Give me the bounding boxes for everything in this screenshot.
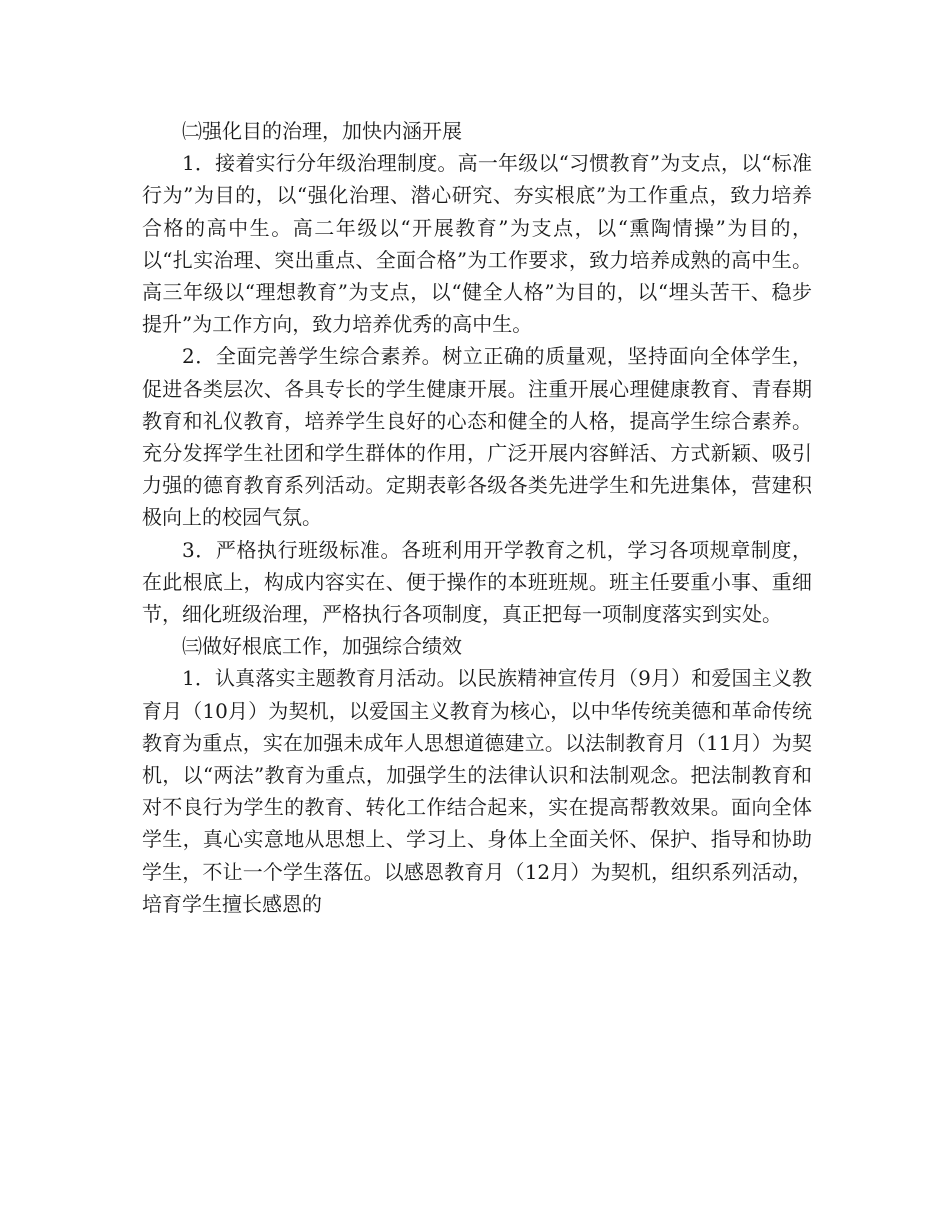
paragraph-grade-management: 1．接着实行分年级治理制度。高一年级以“习惯教育”为支点，以“标准行为”为目的，以“强化治理、潜心研究、夯实根底”为工作重点，致力培养合格的高中生。高二年级以“开展教育”为支点，以“熏陶情操”为目的，以“扎实治理、突出重点、全面合格”为工作要求，致力培养成熟的高中生。高三年级以“理想教育”为支点，以“健全人格”为目的，以“埋头苦干、稳步提升”为工作方向，致力培养优秀的高中生。 [142,151,812,337]
section-heading-3: ㈢做好根底工作，加强综合绩效 [182,634,462,659]
document-body [142,115,812,920]
section-heading-2: ㈡强化目的治理，加快内涵开展 [182,119,462,143]
paragraph-theme-education-month: 1．认真落实主题教育月活动。以民族精神宣传月（9月）和爱国主义教育月（10月）为契机，以爱国主义教育为核心，以中华传统美德和革命传统教育为重点，实在加强未成年人思想道德建立。以法制教育月（11月）为契机，以“两法”教育为重点，加强学生的法律认识和法制观念。把法制教育和对不良行为学生的教育、转化工作结合起来，实在提高帮教效果。面向全体学生，真心实意地从思想上、学习上、身体上全面关怀、保护、指导和协助学生，不让一个学生落伍。以感恩教育月（12月）为契机，组织系列活动，培育学生擅长感恩的 [142,666,812,916]
paragraph-student-quality: 2．全面完善学生综合素养。树立正确的质量观，坚持面向全体学生，促进各类层次、各具专长的学生健康开展。注重开展心理健康教育、青春期教育和礼仪教育，培养学生良好的心态和健全的人格，提高学生综合素养。充分发挥学生社团和学生群体的作用，广泛开展内容鲜活、方式新颖、吸引力强的德育教育系列活动。定期表彰各级各类先进学生和先进集体，营建积极向上的校园气氛。 [142,344,812,530]
paragraph-class-standards: 3．严格执行班级标准。各班利用开学教育之机，学习各项规章制度，在此根底上，构成内容实在、便于操作的本班班规。班主任要重小事、重细节，细化班级治理，严格执行各项制度，真正把每一项制度落实到实处。 [142,537,812,627]
